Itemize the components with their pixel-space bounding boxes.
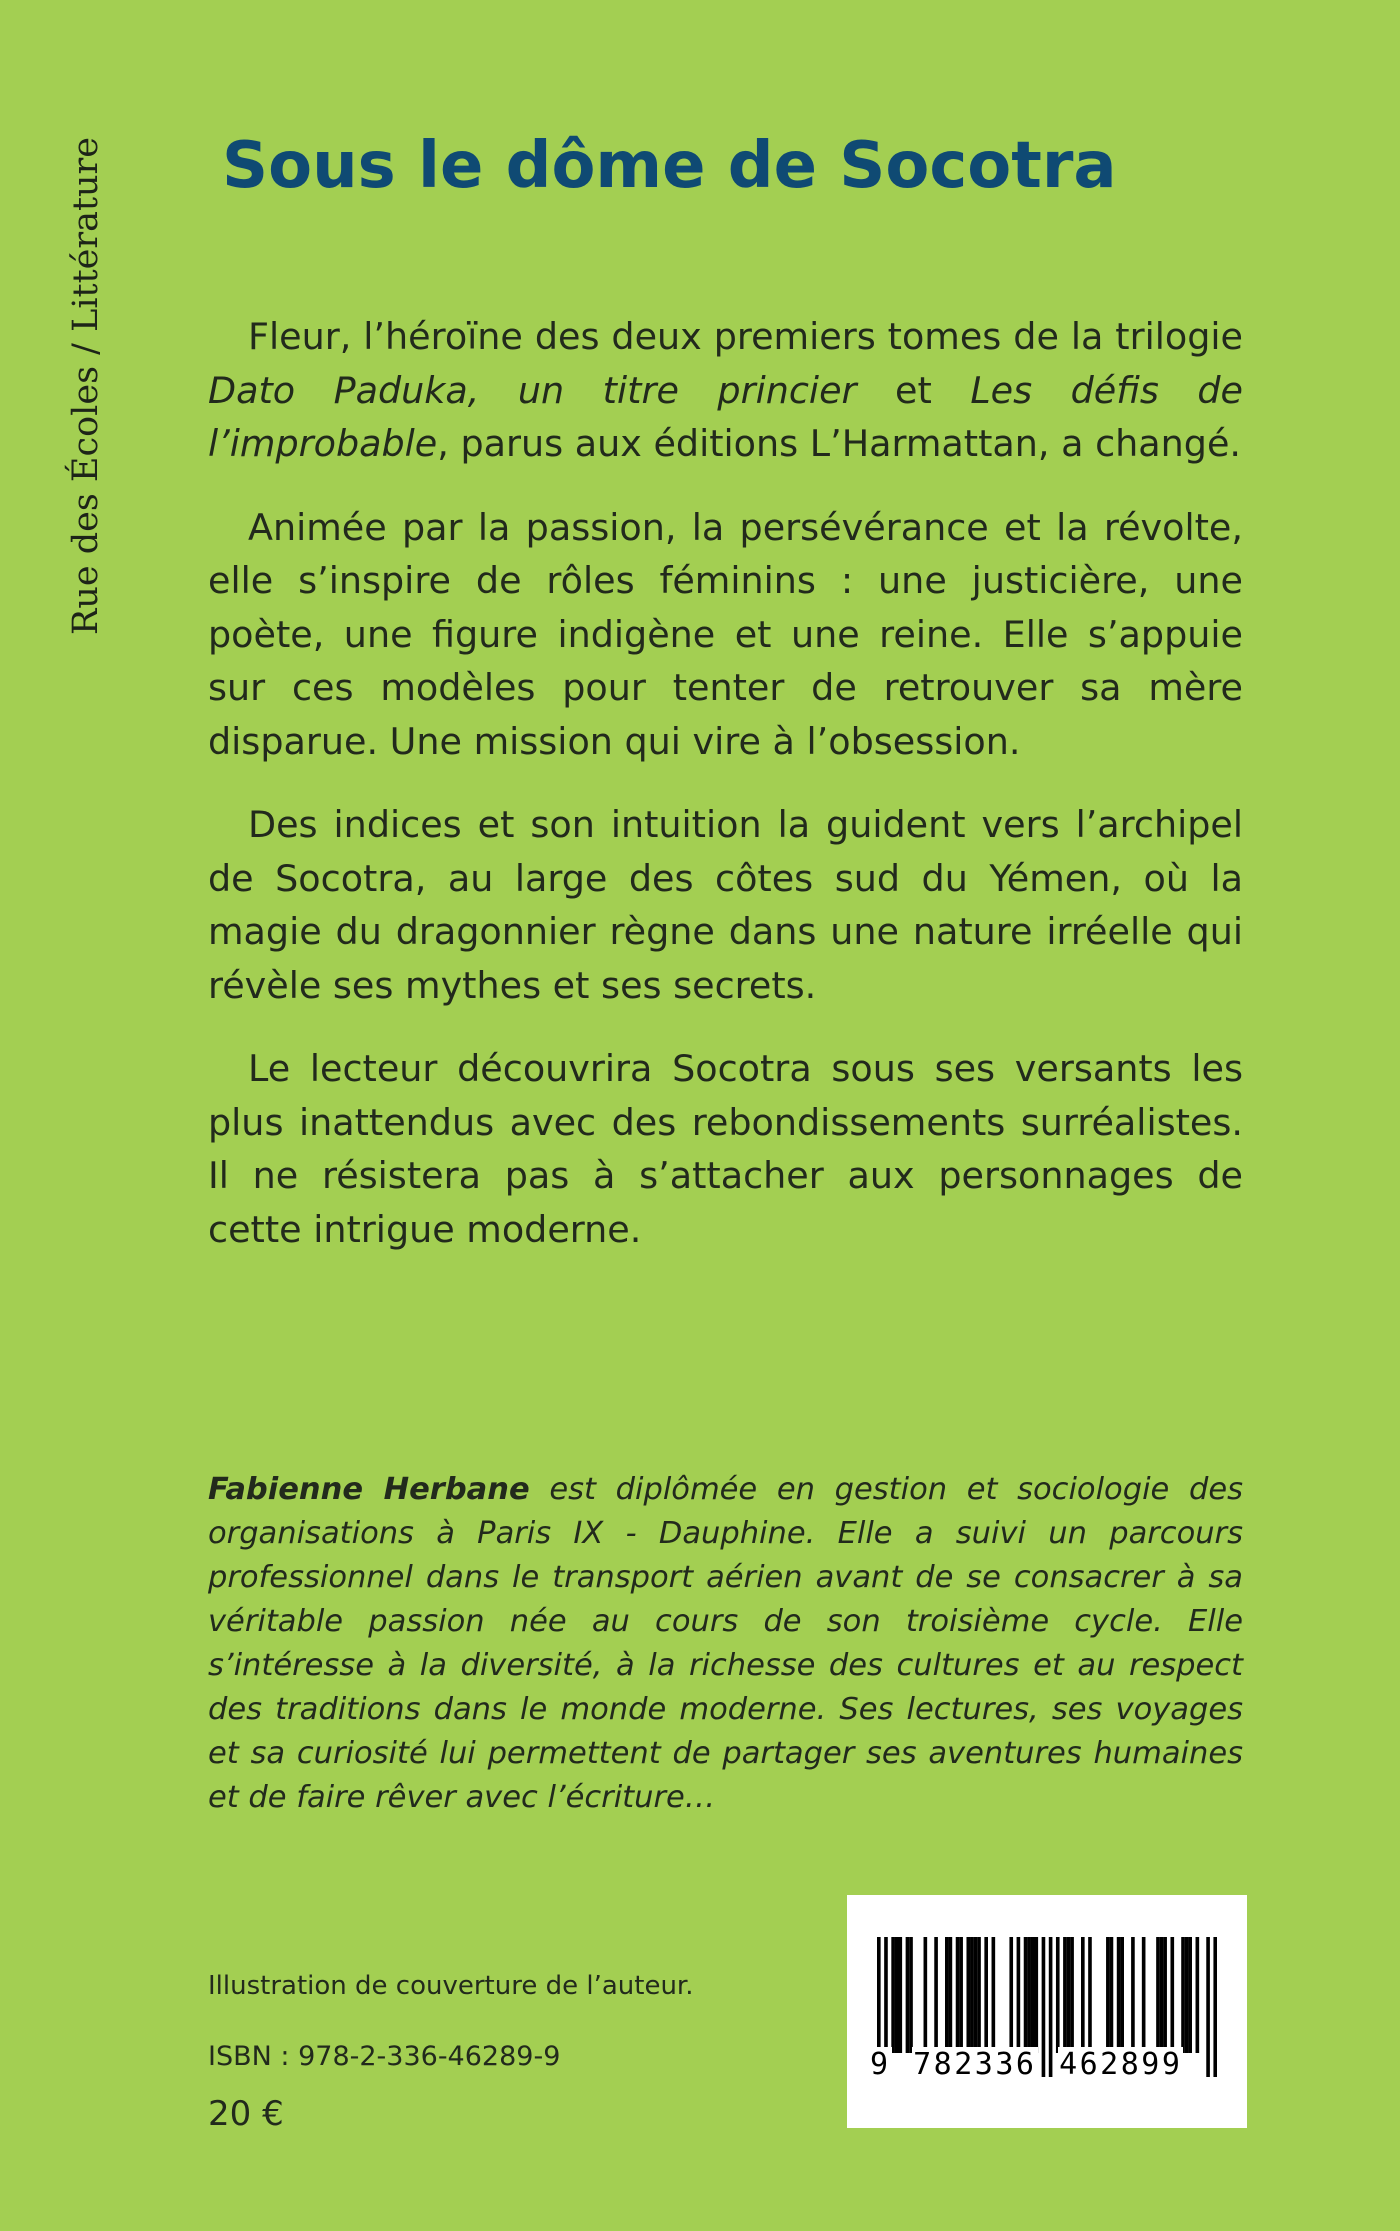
price: 20 €	[208, 2094, 284, 2134]
barcode-bar	[1185, 1937, 1189, 2053]
barcode-bar	[1170, 1937, 1174, 2053]
barcode-bar	[1031, 1937, 1035, 2053]
barcode-digits: 9 782336 462899	[870, 2047, 1183, 2082]
barcode-bar	[906, 1937, 910, 2053]
book-title: Sous le dôme de Socotra	[222, 129, 1117, 203]
barcode-bar	[1034, 1937, 1038, 2053]
barcode-bar	[1156, 1937, 1160, 2053]
barcode-bar	[970, 1937, 974, 2053]
barcode-bar	[977, 1937, 981, 2053]
barcode-bar	[1131, 1937, 1135, 2053]
barcode-bar	[1017, 1937, 1021, 2053]
barcode-bar	[924, 1937, 928, 2053]
barcode-bar	[1160, 1937, 1164, 2053]
barcode-bar	[984, 1937, 988, 2053]
book-title-tome-2: Les défis de l’improbable	[208, 368, 1243, 465]
barcode-bar	[1070, 1937, 1074, 2053]
barcode-bar	[1163, 1937, 1167, 2053]
barcode-bar	[945, 1937, 949, 2053]
author-bio	[208, 1468, 1243, 1820]
blurb-paragraph-1: Fleur, l’héroïne des deux premiers tomes de la trilogie Dato Paduka, un titre princier et Les défis de l’improbable, parus aux éditions L’Harmattan, a changé.	[208, 315, 1243, 465]
barcode-bar	[1067, 1937, 1071, 2053]
barcode-bar	[1024, 1937, 1028, 2053]
barcode-bar	[1196, 1937, 1200, 2053]
author-name: Fabienne Herbane	[208, 1472, 530, 1507]
barcode-bar	[949, 1937, 953, 2053]
barcode-bar	[1009, 1937, 1013, 2053]
barcode-bar	[1181, 1937, 1185, 2053]
barcode-bar	[895, 1937, 899, 2053]
barcode-bar	[959, 1937, 963, 2053]
blurb-paragraph-4: Le lecteur découvrira Socotra sous ses versants les plus inattendus avec des rebondissements surréalistes. Il ne résistera pas à s’attacher aux personnages de cette intrigue moderne.	[208, 1047, 1243, 1251]
series-spine-label: Rue des Écoles / Littérature	[66, 137, 106, 635]
barcode-bar	[1056, 1937, 1060, 2053]
barcode-bar	[898, 1937, 902, 2053]
barcode-bar	[1106, 1937, 1110, 2053]
barcode-bar	[1110, 1937, 1114, 2053]
book-title-tome-1: Dato Paduka, un titre princier	[208, 368, 857, 412]
barcode-bar	[891, 1937, 895, 2053]
barcode-bar	[974, 1937, 978, 2053]
blurb-paragraph-3: Des indices et son intuition la guident vers l’archipel de Socotra, au large des côtes sud du Yémen, où la magie du dragonnier règne dans une nature irréelle qui révèle ses mythes et ses secrets.	[208, 803, 1243, 1007]
barcode-bar	[1027, 1937, 1031, 2053]
barcode-bar	[956, 1937, 960, 2053]
barcode-bar	[934, 1937, 938, 2053]
barcode-bar	[1188, 1937, 1192, 2053]
barcode-bar	[966, 1937, 970, 2053]
blurb-paragraph-2: Animée par la passion, la persévérance et la révolte, elle s’inspire de rôles féminins : une justicière, une poète, une figure indigène et une reine. Elle s’appuie sur ces modèles pour tenter de retrouver sa mère disparue. Une mission qui vire à l’obsession.	[208, 505, 1243, 763]
barcode-bar	[1142, 1937, 1146, 2053]
barcode-bar	[1120, 1937, 1124, 2053]
barcode-bar	[1081, 1937, 1085, 2053]
author-bio-text: Fabienne Herbane est diplômée en gestion et sociologie des organisations à Paris IX - Dauphine. Elle a suivi un parcours professionnel dans le transport aérien avant de se consacrer à sa véritable passion née au cours de son troisième cycle. Elle s’intéresse à la diversité, à la richesse des cultures et au respect des traditions dans le monde moderne. Ses lectures, ses voyages et sa curiosité lui permettent de partager ses aventures humaines et de faire rêver avec l’écriture…	[208, 1472, 1244, 1815]
barcode	[847, 1895, 1247, 2128]
barcode-bar	[1063, 1937, 1067, 2053]
barcode-bar	[1088, 1937, 1092, 2053]
blurb-section	[208, 310, 1243, 1286]
isbn-number: ISBN : 978-2-336-46289-9	[208, 2041, 561, 2072]
barcode-bar	[992, 1937, 996, 2053]
barcode-bar	[1117, 1937, 1121, 2053]
cover-illustration-credit: Illustration de couverture de l’auteur.	[208, 1971, 694, 2001]
barcode-bar	[909, 1937, 913, 2053]
